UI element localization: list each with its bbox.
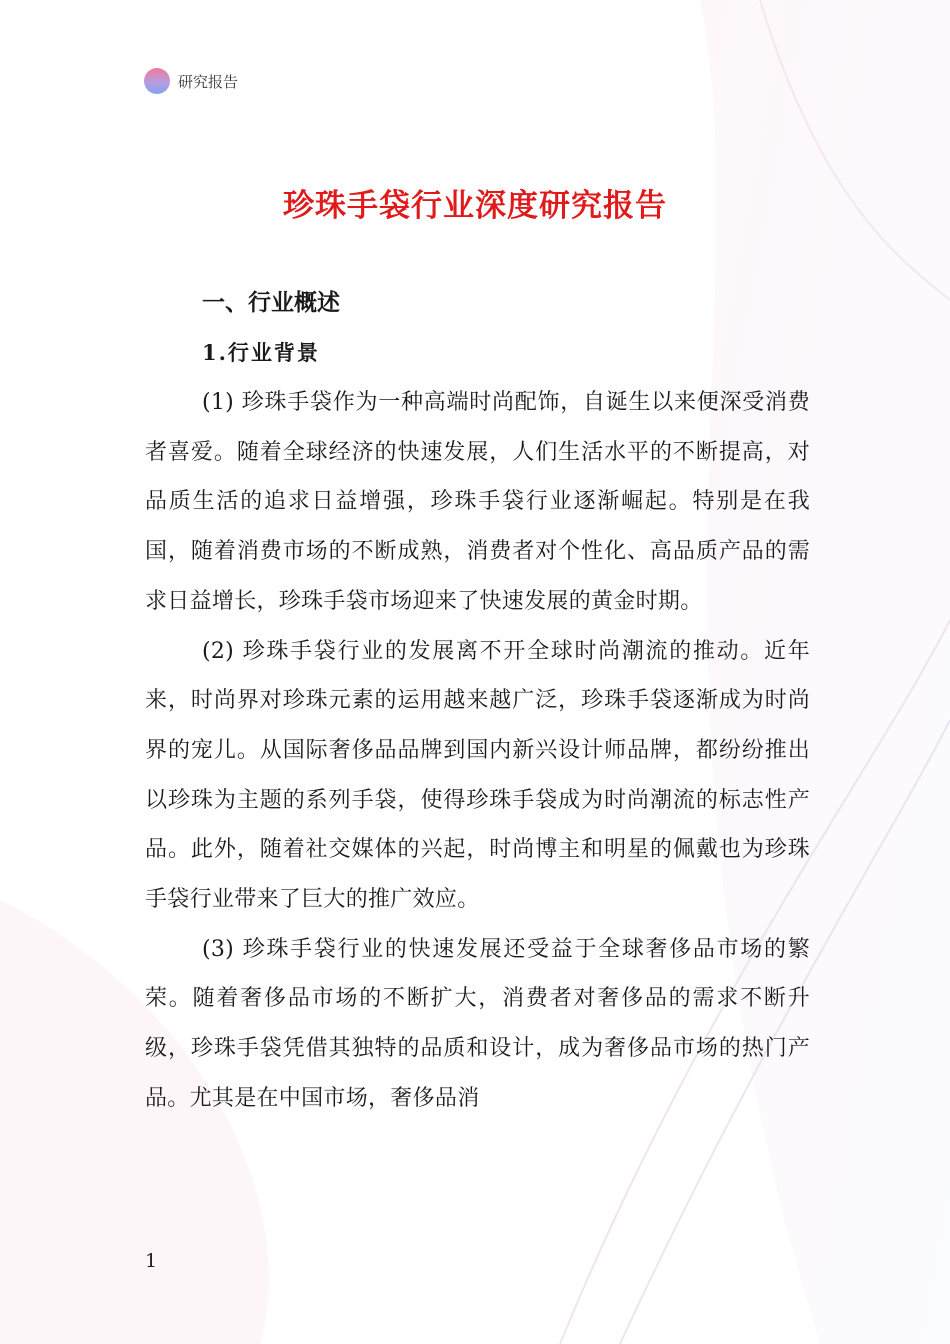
document-title: 珍珠手袋行业深度研究报告 bbox=[283, 188, 667, 224]
paragraph-1: (1) 珍珠手袋作为一种高端时尚配饰，自诞生以来便深受消费者喜爱。随着全球经济的快速发展，人们生活水平的不断提高，对品质生活的追求日益增强，珍珠手袋行业逐渐崛起。特别是在我国，随着消费市场的不断成熟，消费者对个性化、高品质产品的需求日益增长，珍珠手袋市场迎来了快速发展的黄金时期。 bbox=[145, 390, 810, 614]
page-number: 1 bbox=[145, 1250, 158, 1272]
document-body bbox=[145, 278, 810, 1124]
header-label: 研究报告 bbox=[178, 72, 239, 91]
report-header bbox=[144, 68, 238, 94]
subsection-heading: 1.行业背景 bbox=[202, 340, 320, 365]
section-heading: 一、行业概述 bbox=[202, 290, 340, 316]
paragraph-2: (2) 珍珠手袋行业的发展离不开全球时尚潮流的推动。近年来，时尚界对珍珠元素的运用越来越广泛，珍珠手袋逐渐成为时尚界的宠儿。从国际奢侈品品牌到国内新兴设计师品牌，都纷纷推出以珍珠为主题的系列手袋，使得珍珠手袋成为时尚潮流的标志性产品。此外，随着社交媒体的兴起，时尚博主和明星的佩戴也为珍珠手袋行业带来了巨大的推广效应。 bbox=[145, 638, 810, 913]
logo-circle bbox=[144, 68, 170, 94]
paragraph-3: (3) 珍珠手袋行业的快速发展还受益于全球奢侈品市场的繁荣。随着奢侈品市场的不断扩大，消费者对奢侈品的需求不断升级，珍珠手袋凭借其独特的品质和设计，成为奢侈品市场的热门产品。尤其是在中国市场，奢侈品消 bbox=[145, 936, 810, 1111]
